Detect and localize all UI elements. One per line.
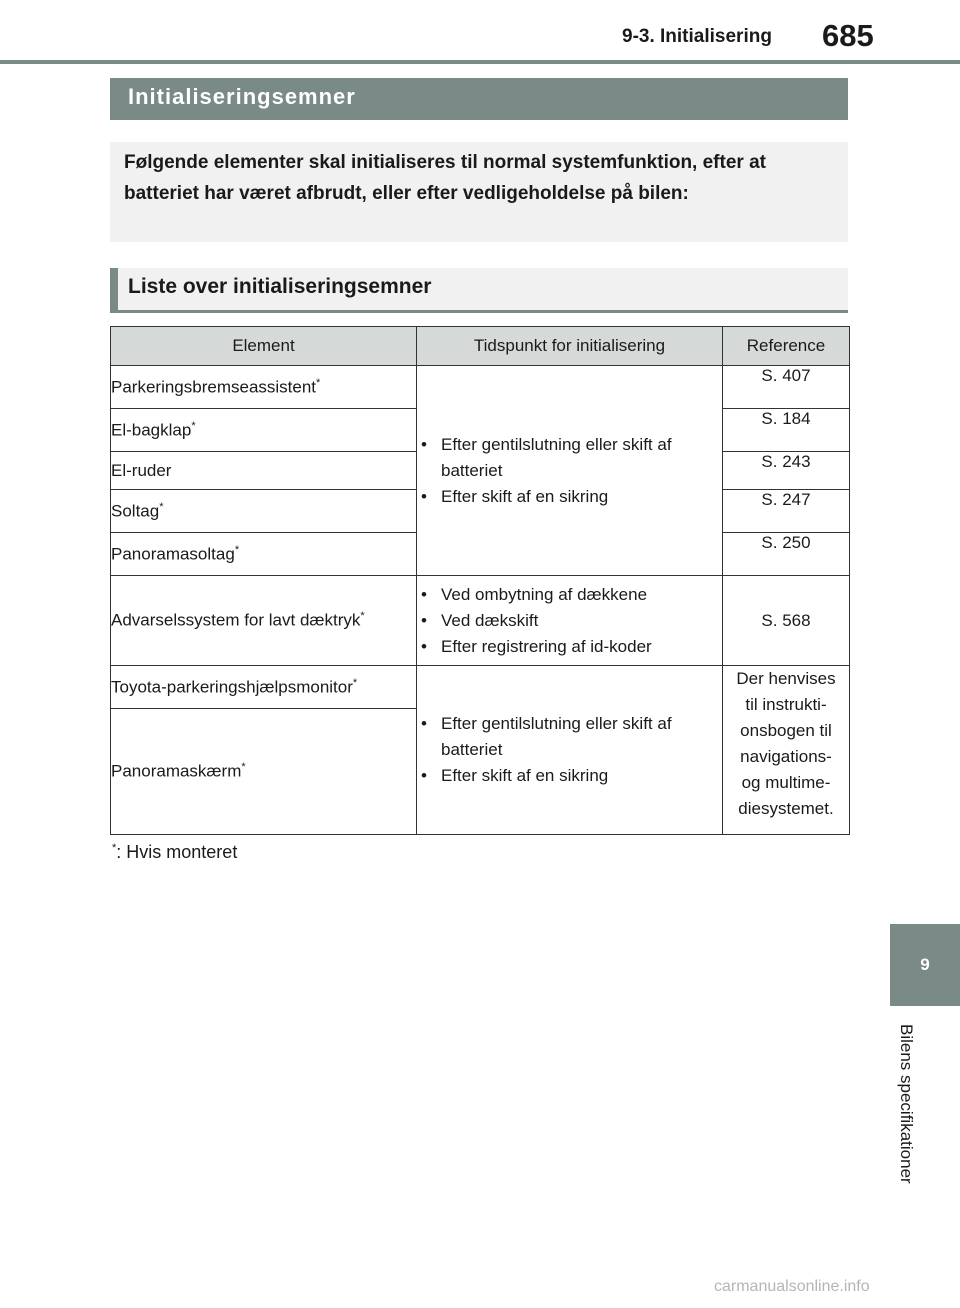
- footnote-marker: *: [112, 842, 117, 854]
- footnote-marker: *: [360, 610, 365, 623]
- list-item: • Efter registrering af id-koder: [417, 634, 722, 660]
- table-row: [111, 366, 850, 409]
- reference-cell: S. 184: [723, 409, 850, 452]
- column-header: Tidspunkt for initialisering: [417, 327, 723, 366]
- element-cell: [111, 366, 417, 409]
- reference-note-cell: [723, 666, 850, 835]
- element-name: El-ruder: [111, 460, 172, 480]
- footnote-marker: *: [352, 676, 358, 689]
- list-item: • Efter gentilslutning eller skift af batteriet: [417, 711, 722, 763]
- element-cell: [111, 576, 417, 666]
- header-rule: [0, 60, 960, 64]
- initialization-table: [110, 326, 850, 835]
- footnote-marker: *: [234, 543, 240, 556]
- footnote: [112, 842, 237, 863]
- timing-cell: [417, 576, 723, 666]
- list-item: • Efter skift af en sikring: [417, 484, 722, 510]
- reference-cell: S. 247: [723, 490, 850, 533]
- intro-box: Følgende elementer skal initialiseres til normal systemfunktion, efter at batteriet har været afbrudt, eller efter vedligeholdelse på bilen:: [110, 142, 848, 242]
- reference-note-line: Der henvises: [736, 669, 836, 688]
- title-bar: Initialiseringsemner: [110, 78, 848, 120]
- table-row: [111, 576, 850, 666]
- reference-cell: S. 407: [723, 366, 850, 409]
- list-item: • Ved dækskift: [417, 608, 722, 634]
- reference-note-line: og multime-: [741, 773, 831, 792]
- element-name: Parkeringsbremseassistent: [111, 377, 317, 397]
- element-name: Panoramaskærm: [111, 761, 242, 781]
- timing-cell: [417, 366, 723, 576]
- reference-cell: S. 243: [723, 452, 850, 490]
- column-header: Element: [111, 327, 417, 366]
- table-header-row: [111, 327, 850, 366]
- reference-cell: S. 250: [723, 533, 850, 576]
- element-cell: [111, 452, 417, 490]
- chapter-label: Bilens specifikationer: [897, 1024, 916, 1184]
- element-cell: [111, 490, 417, 533]
- footnote-text: : Hvis monteret: [116, 842, 238, 862]
- element-cell: [111, 666, 417, 709]
- footnote-marker: *: [316, 376, 321, 389]
- timing-cell: [417, 666, 723, 835]
- section-title: 9-3. Initialisering: [622, 26, 772, 47]
- element-cell: [111, 533, 417, 576]
- column-header: Reference: [723, 327, 850, 366]
- watermark: carmanualsonline.info: [714, 1278, 870, 1295]
- reference-note-line: til instrukti-: [745, 695, 827, 714]
- chapter-tab: 9: [890, 924, 960, 1006]
- element-name: Soltag: [111, 501, 160, 521]
- element-name: Advarselssystem for lavt dæktryk: [111, 610, 361, 630]
- reference-note-line: diesystemet.: [738, 799, 834, 818]
- reference-note-line: navigations-: [740, 747, 832, 766]
- element-cell: [111, 409, 417, 452]
- list-item: • Efter skift af en sikring: [417, 763, 722, 789]
- list-item: • Efter gentilslutning eller skift af batteriet: [417, 432, 722, 484]
- list-item: • Ved ombytning af dækkene: [417, 582, 722, 608]
- footnote-marker: *: [191, 419, 196, 432]
- element-name: Toyota-parkeringshjælpsmonitor: [111, 677, 353, 697]
- footnote-marker: *: [159, 500, 164, 513]
- footnote-marker: *: [241, 761, 246, 774]
- reference-cell: S. 568: [723, 576, 850, 666]
- reference-note-line: onsbogen til: [740, 721, 832, 740]
- element-cell: [111, 709, 417, 835]
- table-row: [111, 666, 850, 709]
- page-number: 685: [822, 18, 874, 53]
- element-name: El-bagklap: [111, 420, 192, 440]
- element-name: Panoramasoltag: [111, 544, 235, 564]
- subheading: Liste over initialiseringsemner: [110, 268, 848, 313]
